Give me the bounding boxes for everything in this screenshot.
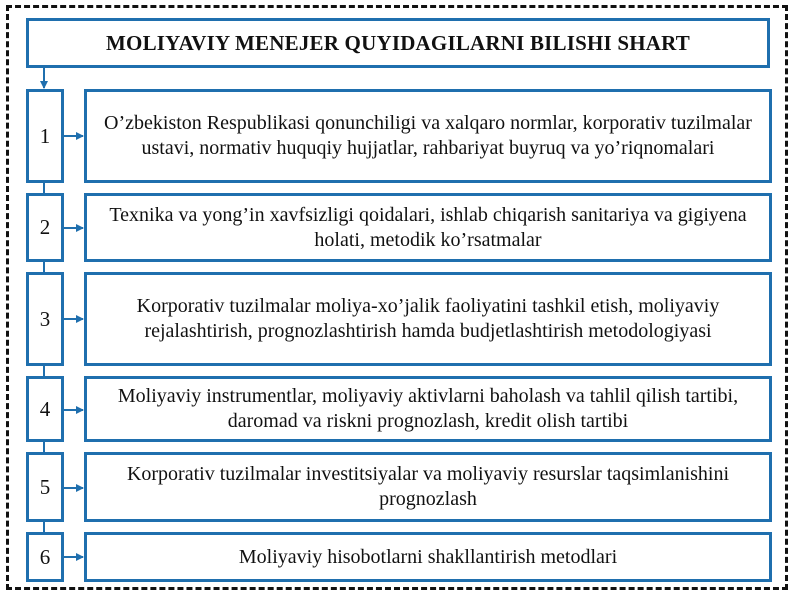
step-number-box	[26, 452, 64, 522]
diagram-title: MOLIYAVIY MENEJER QUYIDAGILARNI BILISHI SHART	[106, 30, 690, 55]
step-text-box	[84, 376, 772, 442]
step-number: 2	[39, 215, 51, 239]
step-number-box	[26, 532, 64, 582]
diagram-title-box	[26, 18, 770, 68]
step-number: 1	[39, 123, 51, 148]
step-text: Korporativ tuzilmalar moliya-xo’jalik faoliyatini tashkil etish, moliyaviy rejalashtirish, prognozlashtirish hamda budjetlashtirish metodologiyasi	[136, 295, 720, 342]
step-text-box	[84, 89, 772, 183]
step-text-box	[84, 452, 772, 522]
step-number-box	[26, 193, 64, 262]
step-number: 5	[39, 474, 51, 499]
step-text-box	[84, 193, 772, 262]
step-text: Moliyaviy instrumentlar, moliyaviy aktivlarni baholash va tahlil qilish tartibi, daromad va riskni prognozlash, kredit olish tartibi	[117, 385, 739, 432]
step-number: 4	[39, 396, 51, 421]
step-number-box	[26, 376, 64, 442]
step-number-box	[26, 272, 64, 366]
step-text-box	[84, 272, 772, 366]
step-number-box	[26, 89, 64, 183]
step-text: Korporativ tuzilmalar investitsiyalar va moliyaviy resurslar taqsimlanishini prognozlash	[126, 463, 730, 510]
step-text: O’zbekiston Respublikasi qonunchiligi va xalqaro normlar, korporativ tuzilmalar ustavi, normativ huquqiy hujjatlar, rahbariyat buyruq va yo’riqnomalari	[104, 112, 752, 159]
step-number: 3	[39, 306, 51, 331]
step-text: Moliyaviy hisobotlarni shakllantirish metodlari	[238, 545, 618, 568]
step-text: Texnika va yong’in xavfsizligi qoidalari, ishlab chiqarish sanitariya va gigiyena holati, metodik ko’rsatmalar	[109, 203, 747, 251]
step-text-box	[84, 532, 772, 582]
step-number: 6	[39, 544, 51, 569]
